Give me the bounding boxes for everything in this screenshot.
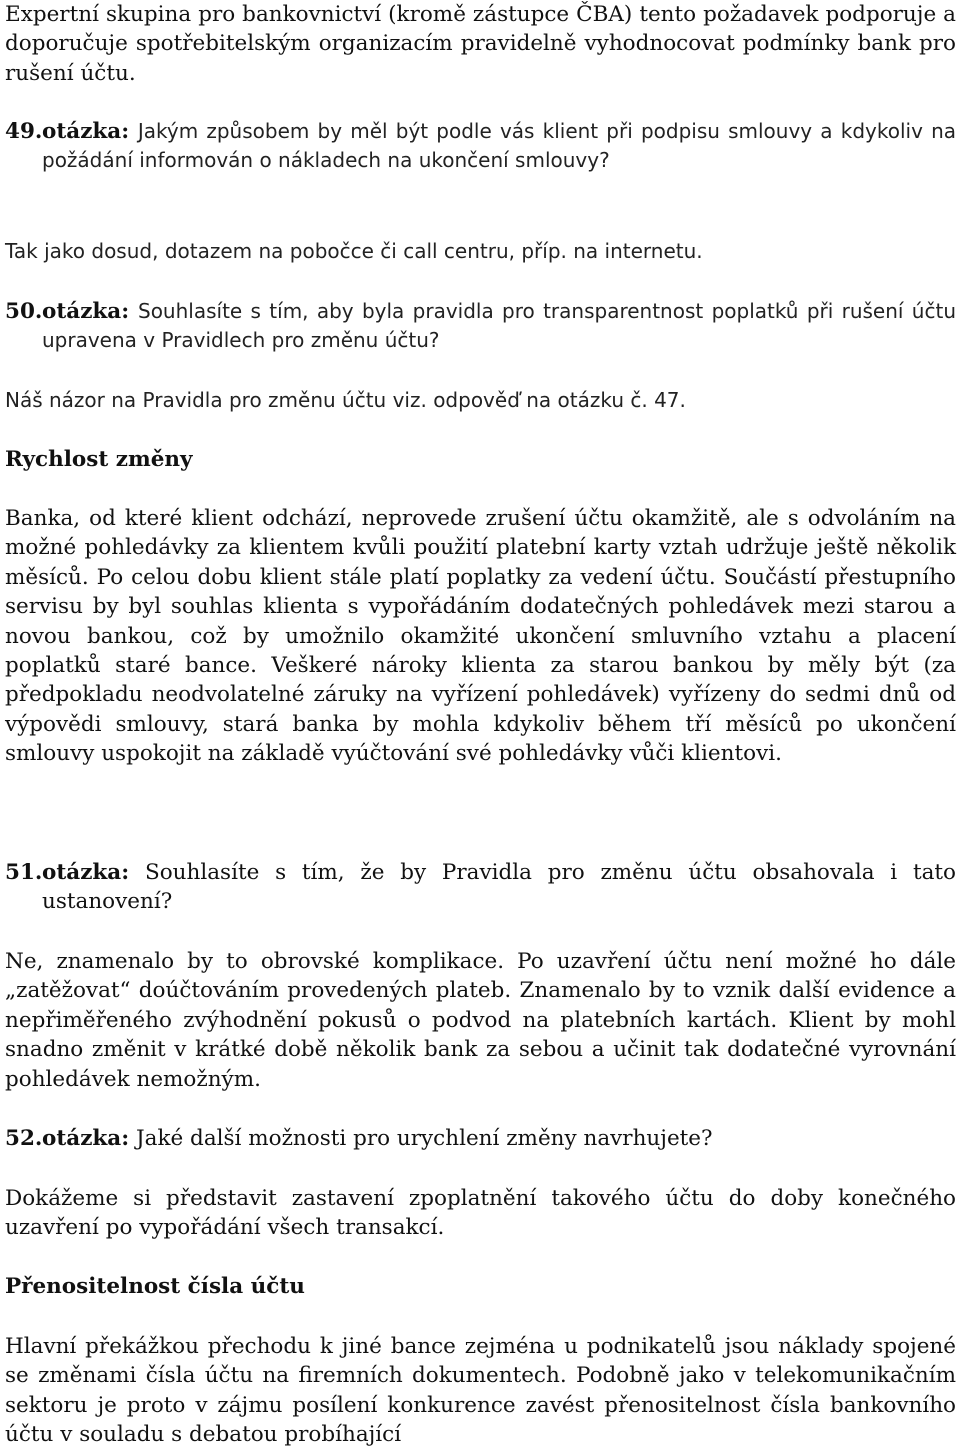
question-number: 52. bbox=[5, 1126, 43, 1151]
question-label: otázka: bbox=[42, 860, 130, 885]
question-52 bbox=[5, 1124, 956, 1153]
answer-52: Dokážeme si představit zastavení zpoplatnění takového účtu do doby konečného uzavření po vypořádání všech transakcí. bbox=[5, 1186, 956, 1241]
answer-50: Náš názor na Pravidla pro změnu účtu viz. odpověď na otázku č. 47. bbox=[5, 388, 686, 412]
question-text: Jakým způsobem by měl být podle vás klient při podpisu smlouvy a kdykoliv na požádání informován o nákladech na ukončení smlouvy? bbox=[42, 119, 957, 173]
section-paragraph-portability: Hlavní překážkou přechodu k jiné bance zejména u podnikatelů jsou náklady spojené se změnami čísla účtu na firemních dokumentech. Podobně jako v telekomunikačním sektoru je proto v zájmu posílení konkurence zavést přenositelnost čísla bankovního účtu v souladu s debatou probíhající bbox=[5, 1334, 956, 1448]
question-51 bbox=[5, 858, 956, 917]
question-number: 51. bbox=[5, 860, 43, 885]
question-50 bbox=[5, 297, 956, 356]
question-text: Jaké další možnosti pro urychlení změny navrhujete? bbox=[136, 1126, 713, 1151]
intro-paragraph: Expertní skupina pro bankovnictví (kromě zástupce ČBA) tento požadavek podporuje a doporučuje spotřebitelským organizacím pravidelně vyhodnocovat podmínky bank pro rušení účtu. bbox=[5, 2, 956, 86]
answer-51: Ne, znamenalo by to obrovské komplikace. Po uzavření účtu není možné ho dále „zatěžovat“ doúčtováním provedených plateb. Znamenalo by to vznik další evidence a nepřiměřeného zvýhodnění pokusů o podvod na platebních kartách. Klient by mohl snadno změnit v krátké době několik bank za sebou a učinit tak dodatečné vyrovnání pohledávek nemožným. bbox=[5, 949, 956, 1092]
question-label: otázka: bbox=[42, 1126, 130, 1151]
question-number: 50. bbox=[5, 299, 43, 324]
section-heading-speed: Rychlost změny bbox=[5, 447, 193, 472]
section-heading-portability: Přenositelnost čísla účtu bbox=[5, 1274, 305, 1299]
answer-49: Tak jako dosud, dotazem na pobočce či call centru, příp. na internetu. bbox=[5, 239, 703, 263]
section-paragraph-speed: Banka, od které klient odchází, neprovede zrušení účtu okamžitě, ale s odvoláním na možné pohledávky za klientem kvůli použití platební karty vztah udržuje ještě několik měsíců. Po celou dobu klient stále platí poplatky za vedení účtu. Součástí přestupního servisu by byl souhlas klienta s vypořádáním dodatečných pohledávek mezi starou a novou bankou, což by umožnilo okamžité ukončení smluvního vztahu a placení poplatků staré bance. Veškeré nároky klienta za starou bankou by měly být (za předpokladu neodvolatelné záruky na vyřízení pohledávek) vyřízeny do sedmi dnů od výpovědi smlouvy, stará banka by mohla kdykoliv během tří měsíců po ukončení smlouvy uspokojit na základě vyúčtování své pohledávky vůči klientovi. bbox=[5, 506, 956, 767]
question-number: 49. bbox=[5, 119, 43, 144]
question-text: Souhlasíte s tím, že by Pravidla pro změnu účtu obsahovala i tato ustanovení? bbox=[42, 860, 956, 915]
question-text: Souhlasíte s tím, aby byla pravidla pro transparentnost poplatků při rušení účtu upravena v Pravidlech pro změnu účtu? bbox=[42, 299, 956, 353]
question-label: otázka: bbox=[42, 119, 130, 144]
question-label: otázka: bbox=[42, 299, 130, 324]
question-49 bbox=[5, 117, 956, 176]
